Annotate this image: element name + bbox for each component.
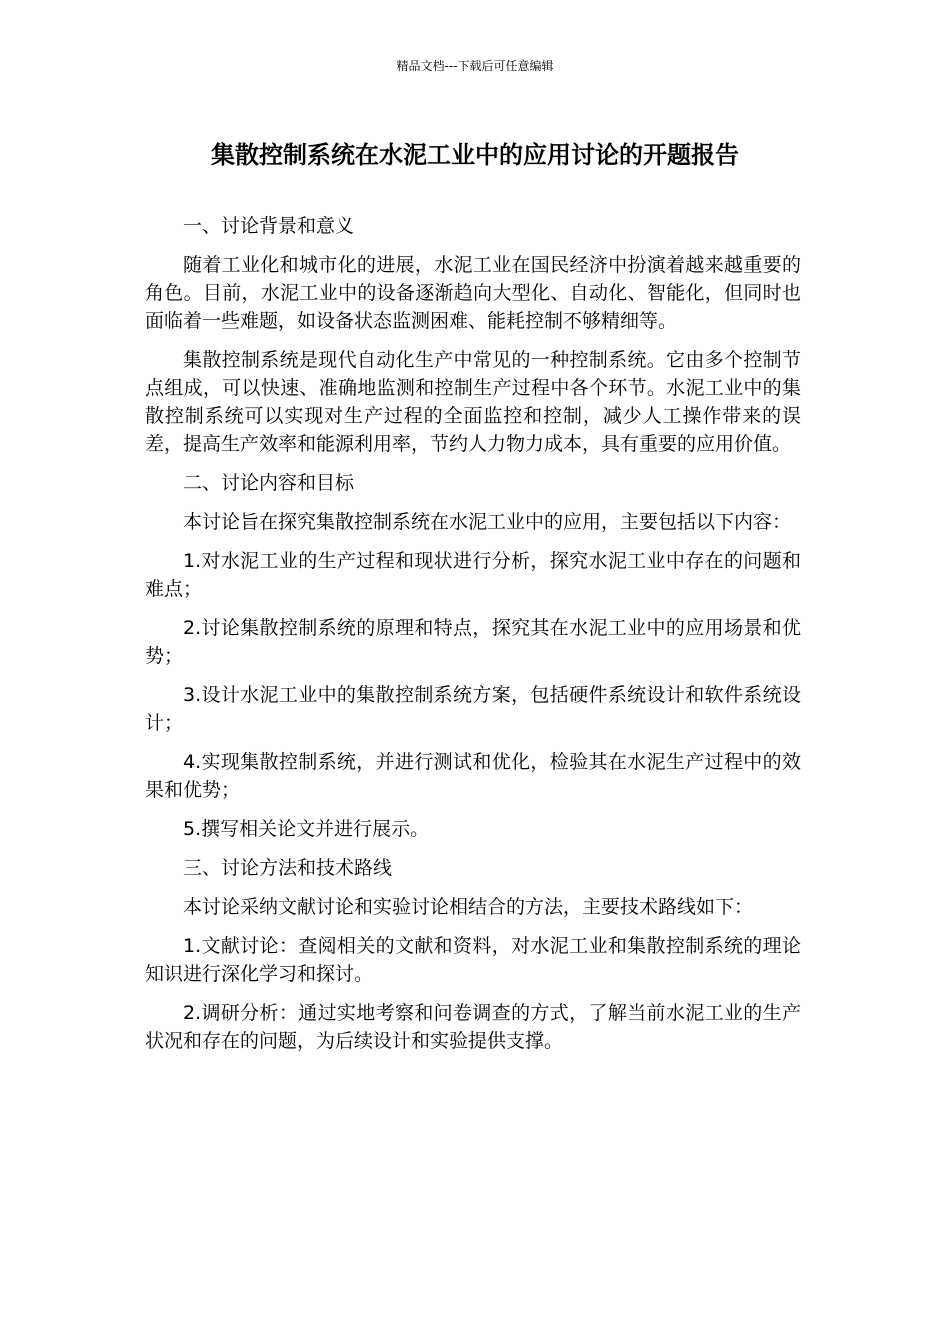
list-item-content-1: 1.对水泥工业的生产过程和现状进行分析，探究水泥工业中存在的问题和难点；	[145, 550, 801, 600]
paragraph-content-intro: 本讨论旨在探究集散控制系统在水泥工业中的应用，主要包括以下内容：	[183, 511, 792, 533]
section-heading-method: 三、讨论方法和技术路线	[183, 857, 393, 879]
section-heading-content: 二、讨论内容和目标	[183, 472, 355, 494]
list-item-content-5: 5.撰写相关论文并进行展示。	[183, 818, 430, 840]
paragraph-background-1: 随着工业化和城市化的进展，水泥工业在国民经济中扮演着越来越重要的角色。目前，水泥工业中的设备逐渐趋向大型化、自动化、智能化，但同时也面临着一些难题，如设备状态监测困难、能耗控制不够精细等。	[145, 254, 801, 332]
section-heading-background: 一、讨论背景和意义	[183, 215, 355, 237]
document-title: 集散控制系统在水泥工业中的应用讨论的开题报告	[211, 141, 739, 169]
list-item-content-3: 3.设计水泥工业中的集散控制系统方案，包括硬件系统设计和软件系统设计；	[145, 684, 801, 734]
paragraph-method-intro: 本讨论采纳文献讨论和实验讨论相结合的方法，主要技术路线如下：	[183, 896, 754, 918]
list-item-method-1: 1.文献讨论：查阅相关的文献和资料，对水泥工业和集散控制系统的理论知识进行深化学习和探讨。	[145, 935, 801, 985]
document-body	[145, 212, 801, 1066]
paragraph-background-2: 集散控制系统是现代自动化生产中常见的一种控制系统。它由多个控制节点组成，可以快速、准确地监测和控制生产过程中各个环节。水泥工业中的集散控制系统可以实现对生产过程的全面监控和控制，减少人工操作带来的误差，提高生产效率和能源利用率，节约人力物力成本，具有重要的应用价值。	[145, 349, 801, 455]
list-item-content-2: 2.讨论集散控制系统的原理和特点，探究其在水泥工业中的应用场景和优势；	[145, 617, 801, 667]
list-item-method-2: 2.调研分析：通过实地考察和问卷调查的方式，了解当前水泥工业的生产状况和存在的问题，为后续设计和实验提供支撑。	[145, 1002, 801, 1052]
list-item-content-4: 4.实现集散控制系统，并进行测试和优化，检验其在水泥生产过程中的效果和优势；	[145, 751, 801, 801]
page-header: 精品文档---下载后可任意编辑	[396, 59, 554, 73]
